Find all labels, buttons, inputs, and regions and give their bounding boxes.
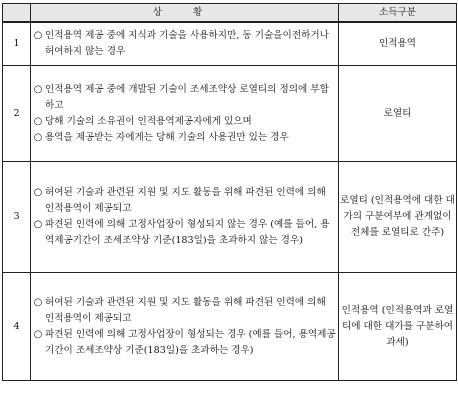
header-row [3, 4, 457, 23]
list-item [31, 217, 338, 249]
row-number: 4 [3, 273, 31, 381]
circle-bullet-icon: ○ [33, 30, 43, 41]
situation-text: 파견된 인력에 의해 고정사업장이 형성되지 않는 경우 (예를 들어, 용역제공기간이 조세조약상 기준(183일)을 초과하지 않는 경우) [45, 219, 330, 246]
situation-header: 상 황 [31, 4, 339, 23]
list-item [31, 130, 338, 146]
circle-bullet-icon: ○ [33, 219, 43, 230]
situation-cell [31, 22, 339, 66]
circle-bullet-icon: ○ [33, 131, 43, 143]
list-item [31, 295, 338, 327]
table-row [3, 22, 457, 66]
situation-text: 용역을 제공받는 자에게는 당해 기술의 사용권만 있는 경우 [45, 131, 289, 143]
list-item [31, 28, 338, 60]
number-header [3, 4, 31, 23]
situation-cell [31, 273, 339, 381]
situation-text: 인적용역 제공 중에 지식과 기술을 사용하지만, 동 기술을이전하거나 허여하지 않는 경우 [45, 30, 329, 57]
classification-cell: 인적용역 [339, 22, 457, 66]
table-row [3, 66, 457, 162]
classification-cell: 로열티 [339, 66, 457, 162]
circle-bullet-icon: ○ [33, 115, 43, 127]
situation-text: 당해 기술의 소유권이 인적용역제공자에게 있으며 [45, 115, 252, 127]
list-item [31, 82, 338, 114]
row-number: 1 [3, 22, 31, 66]
list-item [31, 185, 338, 217]
row-number: 2 [3, 66, 31, 162]
circle-bullet-icon: ○ [33, 187, 43, 198]
classification-cell: 로열티 (인적용역에 대한 대가의 구분여부에 관계없이 전체를 로열티로 간주) [339, 162, 457, 273]
situation-cell [31, 66, 339, 162]
row-number: 3 [3, 162, 31, 273]
classification-header: 소득구분 [339, 4, 457, 23]
classification-cell: 인적용역 (인적용역과 로열티에 대한 대가를 구분하여 과세) [339, 273, 457, 381]
situation-text: 허여된 기술과 관련된 지원 및 지도 활동을 위해 파견된 인력에 의해 인적용역이 제공되고 [45, 187, 326, 214]
situation-text: 인적용역 제공 중에 개발된 기술이 조세조약상 로열티의 정의에 부합하고 [45, 83, 329, 111]
circle-bullet-icon: ○ [33, 83, 43, 95]
circle-bullet-icon: ○ [33, 328, 43, 340]
table-row [3, 273, 457, 381]
income-classification-table [2, 3, 457, 381]
circle-bullet-icon: ○ [33, 296, 43, 308]
situation-text: 허여된 기술과 관련된 지원 및 지도 활동을 위해 파견된 인력에 의해 인적용역이 제공되고 [45, 296, 326, 324]
situation-cell [31, 162, 339, 273]
list-item [31, 114, 338, 130]
situation-text: 파견된 인력에 의해 고정사업장이 형성되는 경우 (예를 들어, 용역제공기간이 조세조약상 기준(183일)을 초과하는 경우) [45, 328, 336, 356]
list-item [31, 327, 338, 359]
table-row [3, 162, 457, 273]
